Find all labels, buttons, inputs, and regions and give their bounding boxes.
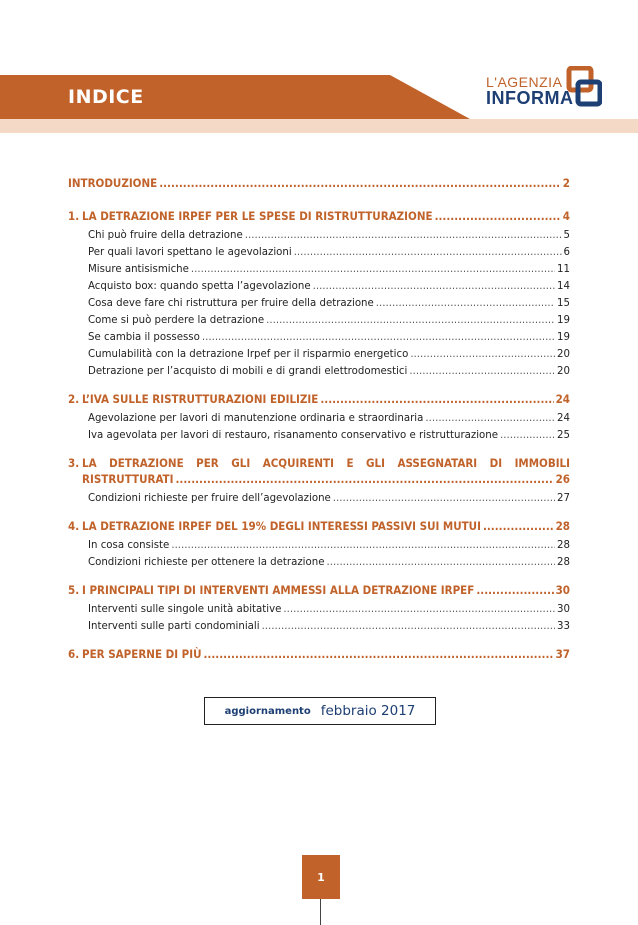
- toc-item[interactable]: Cumulabilità con la detrazione Irpef per il risparmio energetico ..... 20: [68, 346, 570, 363]
- toc-page-number: 4: [562, 209, 570, 223]
- toc-leader: [476, 583, 553, 597]
- chapter-title-continued: RISTRUTTURATI: [82, 472, 174, 486]
- toc-item[interactable]: Detrazione per l’acquisto di mobili e di grandi elettrodomestici ..... 20: [68, 363, 570, 380]
- toc-intro[interactable]: [68, 176, 570, 190]
- toc-intro-label: INTRODUZIONE: [68, 176, 158, 190]
- toc-leader: [175, 472, 553, 486]
- chapter-number: 5.: [68, 583, 80, 597]
- toc-item[interactable]: Per quali lavori spettano le agevolazioni ..... 6: [68, 244, 570, 261]
- toc-chapter-5[interactable]: [68, 583, 570, 597]
- toc-item[interactable]: Interventi sulle singole unità abitative ..... 30: [68, 601, 570, 618]
- toc-page-number: 2: [562, 176, 570, 190]
- page-number: 1: [302, 855, 340, 899]
- update-label: aggiornamento: [224, 705, 311, 717]
- chapter-title: PER SAPERNE DI PIÙ: [82, 647, 202, 661]
- toc-leader: [320, 392, 553, 406]
- toc-item[interactable]: In cosa consiste ..... 28: [68, 537, 570, 554]
- toc-leader: [435, 209, 561, 223]
- agenzia-informa-logo: [486, 66, 606, 110]
- toc-item[interactable]: Interventi sulle parti condominiali ..... 33: [68, 618, 570, 635]
- toc-page-number: 26: [555, 472, 570, 486]
- toc-page-number: 30: [555, 583, 570, 597]
- page-number-line: [320, 899, 321, 925]
- toc-leader: [483, 519, 554, 533]
- toc-chapter-1[interactable]: [68, 209, 570, 223]
- toc-item[interactable]: Misure antisismiche ..... 11: [68, 261, 570, 278]
- toc-chapter-2[interactable]: [68, 392, 570, 406]
- toc-page-number: 37: [555, 647, 570, 661]
- toc-chapter-4[interactable]: [68, 519, 570, 533]
- update-value: febbraio 2017: [320, 703, 416, 719]
- toc-item[interactable]: Iva agevolata per lavori di restauro, risanamento conservativo e ristrutturazione ..... 25: [68, 427, 570, 444]
- toc-item[interactable]: Se cambia il possesso ..... 19: [68, 329, 570, 346]
- update-date-box: [204, 697, 436, 725]
- table-of-contents: [68, 170, 570, 661]
- chapter-number: 2.: [68, 392, 80, 406]
- toc-item[interactable]: Cosa deve fare chi ristruttura per fruire della detrazione ..... 15: [68, 295, 570, 312]
- chapter-title: I PRINCIPALI TIPI DI INTERVENTI AMMESSI ALLA DETRAZIONE IRPEF: [82, 583, 475, 597]
- logo-text-bottom: INFORMA: [486, 88, 574, 108]
- chapter-title: LA DETRAZIONE IRPEF DEL 19% DEGLI INTERESSI PASSIVI SUI MUTUI: [82, 519, 481, 533]
- toc-item[interactable]: Come si può perdere la detrazione ..... 19: [68, 312, 570, 329]
- page-header: [0, 0, 638, 140]
- chapter-title: LA DETRAZIONE PER GLI ACQUIRENTI E GLI ASSEGNATARI DI IMMOBILI: [82, 456, 570, 470]
- toc-page-number: 28: [555, 519, 570, 533]
- toc-item[interactable]: Chi può fruire della detrazione ..... 5: [68, 227, 570, 244]
- toc-chapter-3[interactable]: [68, 456, 570, 486]
- toc-item[interactable]: Agevolazione per lavori di manutenzione ordinaria e straordinaria ..... 24: [68, 410, 570, 427]
- chapter-number: 3.: [68, 456, 80, 470]
- chapter-number: 6.: [68, 647, 80, 661]
- toc-leader: [204, 647, 554, 661]
- toc-item[interactable]: Condizioni richieste per ottenere la detrazione ..... 28: [68, 554, 570, 571]
- chapter-number: 1.: [68, 209, 80, 223]
- logo-squares-icon: [566, 66, 602, 108]
- header-underline-band: [0, 119, 638, 133]
- toc-item[interactable]: Condizioni richieste per fruire dell’agevolazione ..... 27: [68, 490, 570, 507]
- toc-item[interactable]: Acquisto box: quando spetta l’agevolazione ..... 14: [68, 278, 570, 295]
- chapter-number: 4.: [68, 519, 80, 533]
- logo-text-top: L'AGENZIA: [486, 74, 563, 90]
- chapter-title: L’IVA SULLE RISTRUTTURAZIONI EDILIZIE: [82, 392, 319, 406]
- toc-leader: [159, 176, 561, 190]
- chapter-title: LA DETRAZIONE IRPEF PER LE SPESE DI RISTRUTTURAZIONE: [82, 209, 433, 223]
- toc-chapter-6[interactable]: [68, 647, 570, 661]
- page-title: INDICE: [68, 86, 144, 108]
- toc-page-number: 24: [555, 392, 570, 406]
